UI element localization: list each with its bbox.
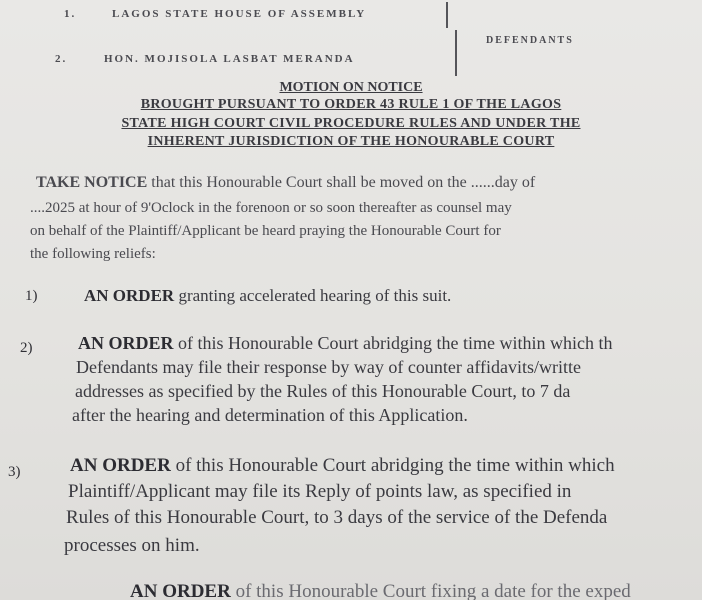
motion-title: MOTION ON NOTICE (279, 80, 423, 95)
relief-1-line-1 (84, 284, 451, 308)
notice-line-1 (36, 172, 535, 194)
heading-line-1: BROUGHT PURSUANT TO ORDER 43 RULE 1 OF THE LAGOS (140, 97, 562, 112)
notice-line-3: on behalf of the Plaintiff/Applicant be heard praying the Honourable Court for (30, 223, 501, 239)
notice-text-1: that this Honourable Court shall be moved on the ......day of (147, 174, 536, 191)
relief-2-line-1 (78, 331, 612, 355)
party-divider-bottom (455, 30, 457, 76)
relief-3-line-4: processes on him. (64, 535, 200, 556)
relief-3-line-3: Rules of this Honourable Court, to 3 days of the service of the Defenda (66, 507, 608, 528)
relief-2-line-3: addresses as specified by the Rules of this Honourable Court, to 7 da (75, 381, 571, 401)
defendants-label: DEFENDANTS (486, 35, 574, 46)
party-1-number: 1. (64, 8, 77, 20)
relief-3-line-1 (70, 454, 615, 478)
notice-line-2: ....2025 at hour of 9'Oclock in the forenoon or so soon thereafter as counsel may (30, 200, 512, 216)
notice-line-4: the following reliefs: (30, 246, 156, 262)
party-2-number: 2. (55, 53, 68, 65)
relief-1-number: 1) (25, 288, 38, 304)
relief-2-text-1: of this Honourable Court abridging the time within which th (173, 333, 613, 353)
relief-2-line-4: after the hearing and determination of this Application. (72, 405, 468, 425)
notice-lead: TAKE NOTICE (36, 174, 148, 191)
relief-4-text-1: of this Honourable Court fixing a date for the exped (230, 581, 631, 600)
heading-line-2: STATE HIGH COURT CIVIL PROCEDURE RULES AND UNDER THE (121, 116, 581, 131)
relief-4-lead: AN ORDER (130, 581, 231, 600)
relief-2-line-2: Defendants may file their response by way of counter affidavits/writte (76, 357, 582, 377)
relief-3-line-2: Plaintiff/Applicant may file its Reply of points law, as specified in (68, 481, 572, 502)
heading-line-3: INHERENT JURISDICTION OF THE HONOURABLE COURT (147, 134, 555, 149)
relief-2-number: 2) (20, 340, 33, 356)
party-divider-top (446, 2, 448, 28)
relief-4-line-1 (130, 580, 631, 600)
relief-1-text: granting accelerated hearing of this suit. (174, 286, 452, 305)
relief-1-lead: AN ORDER (84, 286, 175, 305)
relief-3-number: 3) (8, 464, 21, 480)
relief-2-lead: AN ORDER (78, 333, 174, 353)
party-2-name: HON. MOJISOLA LASBAT MERANDA (104, 53, 355, 65)
party-1-name: LAGOS STATE HOUSE OF ASSEMBLY (112, 8, 367, 20)
relief-3-lead: AN ORDER (70, 455, 171, 476)
relief-3-text-1: of this Honourable Court abridging the time within which (170, 455, 615, 476)
